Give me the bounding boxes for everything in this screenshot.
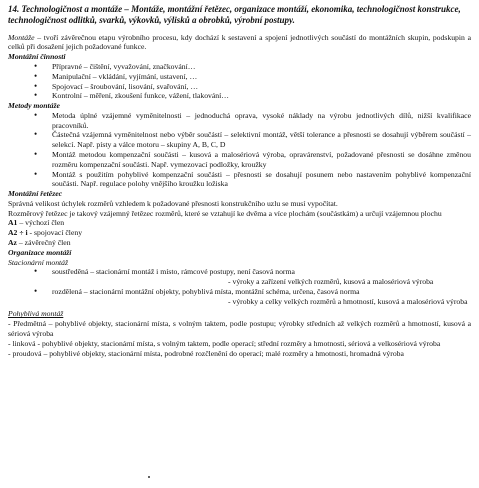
- retezec-line-a1: [8, 218, 471, 228]
- list-item-sub: - výrobky a celky velkých rozměrů a hmotností, kusová a malosériová výroba: [228, 296, 468, 306]
- stacionarni-heading: Stacionární montáž: [8, 257, 69, 267]
- list-item: • Montáž metodou kompenzační součásti – kusová a malosériová výroba, opravárenství, požadované přesnosti se dosáhne změnou rozměru kompenzační součásti. Např. vymezovací podložky, kroužky: [8, 150, 471, 170]
- list-item: • Kontrolní – měření, zkoušení funkce, vážení, tlakování…: [8, 91, 471, 101]
- list-item: • Částečná vzájemná vyměnitelnost nebo výběr součástí – selektivní montáž, větší tolerance a přesnosti se dosahují výběrem součástí – selekcí. Např. písty a válce motoru – skupiny A, B, C, D: [8, 130, 471, 150]
- list-item: • Montáž s použitím pohyblivé kompenzační součásti – přesnosti se dosahují posunem nebo nastavením pohyblivé kompenzační součásti. Např. regulace polohy vnějšího kroužku ložiska: [8, 170, 471, 190]
- retezec-text-2: Rozměrový řetězec je takový vzájemný řetězec rozměrů, které se vztahují ke dvěma a více plochám (součástkám) a určují vzájemnou plochu: [8, 208, 442, 218]
- list-item-text: rozdělená – stacionární montážní objekty, pohyblivá místa, montážní schéma, určena, časová norma: [52, 286, 360, 296]
- retezec-text-1: Správná velikost úchylek rozměrů vzhledem k požadované přesnosti konstrukčního uzlu se musí vypočítat.: [8, 198, 338, 208]
- document-title: 14. Technologičnost a montáže – Montáže, montážní řetězec, organizace montáží, ekonomika, technologičnost konstrukce, technologičnost odlitků, svarků, výkovků, výlisků a obrobků, výrobní postupy.: [8, 4, 461, 25]
- page-mark-dot: [148, 476, 150, 478]
- list-item: [8, 287, 471, 307]
- retezec-line-a2: [8, 228, 471, 238]
- list-item: • Přípravné – čištění, vyvažování, značkování…: [8, 62, 471, 72]
- organizace-heading: Organizace montáží: [8, 247, 72, 257]
- metody-heading: Metody montáže: [8, 101, 60, 111]
- retezec-line-text: – závěrečný člen: [16, 238, 71, 247]
- pohyblive-item: - linková - pohyblivé objekty, stacionární místa, s volným taktem, podle operací; střední rozměry a hmotnosti, sériová a velkosériová výroba: [8, 338, 441, 348]
- montaze-intro: [8, 33, 471, 53]
- retezec-line-az: [8, 238, 471, 248]
- metody-list: [8, 111, 471, 189]
- list-item: [8, 267, 471, 287]
- stacionarni-list: [8, 267, 471, 306]
- cinnosti-list: [8, 62, 471, 101]
- montaze-definition: – tvoří závěrečnou etapu výrobního procesu, kdy dochází k sestavení a spojení jednotlivých součástí do montážních skupin, podskupin a celků při dosažení jejich požadované funkce.: [8, 32, 471, 52]
- retezec-line-text: - spojovací členy: [27, 228, 83, 238]
- list-item: • Manipulační – vkládání, vyjímání, ustavení, …: [8, 72, 471, 82]
- retezec-line-text: – výchozí člen: [17, 218, 65, 228]
- retezec-code: A1: [8, 218, 18, 228]
- retezec-heading: Montážní řetězec: [8, 189, 63, 199]
- list-item-sub: - výroky a zařízení velkých rozměrů, kusová a malosériová výroba: [228, 277, 434, 287]
- list-item-text: soustředěná – stacionární montáž i místo, rámcové postupy, není časová norma: [52, 267, 295, 277]
- list-item: • Metoda úplné vzájemné vyměnitelnosti – jednoduchá oprava, vysoké náklady na výrobu jednotlivých dílů, nižší kvalifikace pracovníků.: [8, 111, 471, 131]
- montaze-term: Montáže: [8, 32, 35, 42]
- retezec-code: Az: [8, 238, 17, 247]
- pohyblive-heading: Pohyblivá montáž: [8, 309, 64, 319]
- list-item: • Spojovací – šroubování, lisování, svařování, …: [8, 82, 471, 92]
- cinnosti-heading: Montážní činnosti: [8, 52, 66, 62]
- pohyblive-item: - proudová – pohyblivé objekty, stacionární místa, podrobné rozčlenění do operací; malé rozměry a hmotnosti, hromadná výroba: [8, 348, 404, 358]
- retezec-code: A2 ÷ i: [8, 228, 28, 238]
- pohyblive-item: - Předmětná – pohyblivé objekty, stacionární místa, s volným taktem, podle postupu; výrobky středních až velkých rozměrů a hmotností, kusová a sériová výroba: [8, 319, 471, 339]
